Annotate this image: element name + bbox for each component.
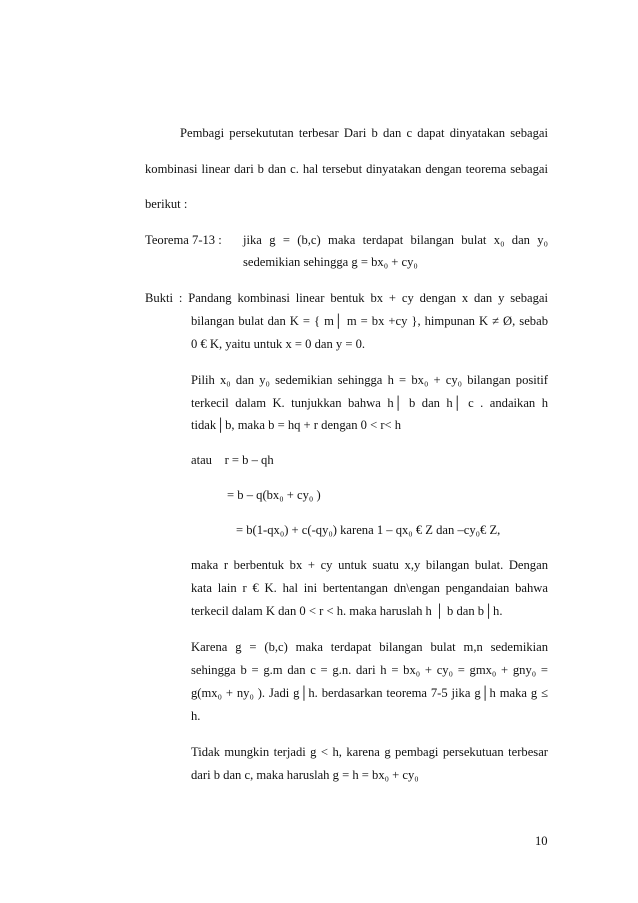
theorem-line-1: jika g = (b,c) maka terdapat bilangan bulat x₀ dan y₀: [243, 233, 548, 247]
theorem-line-2: sedemikian sehingga g = bx₀ + cy₀: [243, 255, 418, 269]
proof-p3-line-1: maka r berbentuk bx + cy untuk suatu x,y bilangan bulat. Dengan: [191, 558, 548, 572]
proof-p4-line-4: h.: [191, 709, 201, 723]
proof-p4-line-2: sehingga b = g.m dan c = g.n. dari h = bx₀ + cy₀ = gmx₀ + gny₀ =: [191, 663, 548, 677]
proof-p4-line-1: Karena g = (b,c) maka terdapat bilangan bulat m,n sedemikian: [191, 640, 548, 654]
proof-p3-line-2: kata lain r € K. hal ini bertentangan dn\engan pengandaian bahwa: [191, 581, 548, 595]
proof-p4-line-3: g(mx₀ + ny₀ ). Jadi g│h. berdasarkan teorema 7-5 jika g│h maka g ≤: [191, 686, 548, 700]
proof-p1-line-2: bilangan bulat dan K = { m│ m = bx +cy }, himpunan K ≠ Ø, sebab: [191, 314, 548, 328]
intro-line-2: kombinasi linear dari b dan c. hal tersebut dinyatakan dengan teorema sebagai: [145, 162, 548, 176]
proof-p1-line-1: Bukti : Pandang kombinasi linear bentuk bx + cy dengan x dan y sebagai: [145, 291, 548, 305]
proof-p3-line-3: terkecil dalam K dan 0 < r < h. maka haruslah h │ b dan b│h.: [191, 604, 503, 618]
intro-line-1: Pembagi persekututan terbesar Dari b dan c dapat dinyatakan sebagai: [180, 126, 548, 140]
proof-p5-line-1: Tidak mungkin terjadi g < h, karena g pembagi persekutuan terbesar: [191, 745, 548, 759]
proof-p1-line-3: 0 € K, yaitu untuk x = 0 dan y = 0.: [191, 337, 366, 351]
theorem-label: Teorema 7-13 :: [145, 233, 222, 247]
equation-line-3: = b(1-qx₀) + c(-qy₀) karena 1 – qx₀ € Z dan –cy₀€ Z,: [236, 523, 501, 537]
proof-p2-line-2: terkecil dalam K. tunjukkan bahwa h│ b dan h│ c . andaikan h: [191, 396, 548, 410]
proof-p2-line-1: Pilih x₀ dan y₀ sedemikian sehingga h = bx₀ + cy₀ bilangan positif: [191, 373, 548, 387]
equation-line-2: = b – q(bx₀ + cy₀ ): [227, 488, 321, 502]
intro-line-3: berikut :: [145, 197, 188, 211]
page-number: 10: [535, 834, 548, 848]
equation-line-1: atau r = b – qh: [191, 453, 274, 467]
proof-p5-line-2: dari b dan c, maka haruslah g = h = bx₀ + cy₀: [191, 768, 419, 782]
proof-p2-line-3: tidak│b, maka b = hq + r dengan 0 < r< h: [191, 418, 402, 432]
